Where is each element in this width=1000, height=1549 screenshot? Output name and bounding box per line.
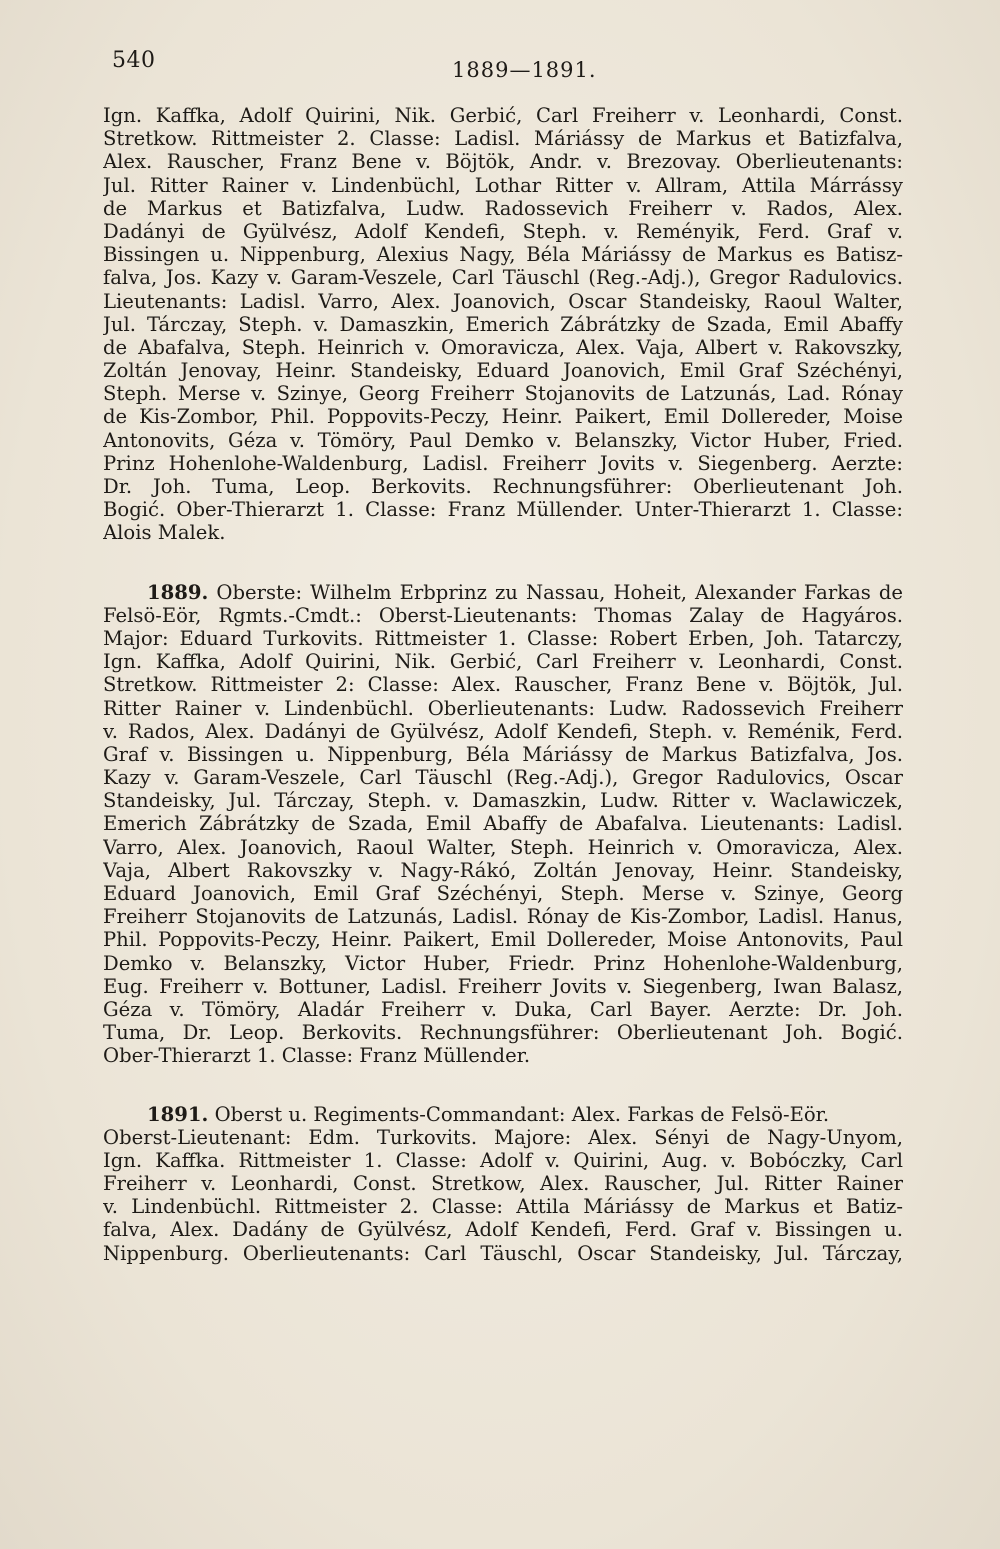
text-line: Major: Eduard Turkovits. Rittmeister 1. Classe: Robert Erben, Joh. Tatarczy, [103,626,903,650]
text-line: Freiherr v. Leonhardi, Const. Stretkow, Alex. Rauscher, Jul. Ritter Rainer [103,1172,903,1196]
text-line: Ritter Rainer v. Lindenbüchl. Oberlieutenants: Ludw. Radossevich Freiherr [103,696,903,720]
text-line: Stretkow. Rittmeister 2. Classe: Ladisl. Máriássy de Markus et Batizfalva, [103,127,903,151]
text-line: falva, Alex. Dadány de Gyülvész, Adolf Kendefi, Ferd. Graf v. Bissingen u. [103,1218,903,1242]
text-line [103,581,903,604]
text-line: Ign. Kaffka, Adolf Quirini, Nik. Gerbić, Carl Freiherr v. Leonhardi, Const. [103,650,903,674]
paragraph-1891 [103,1103,903,1265]
text-line: Nippenburg. Oberlieutenants: Carl Täuschl, Oscar Standeisky, Jul. Tárczay, [103,1241,903,1265]
text-line: Lieutenants: Ladisl. Varro, Alex. Joanovich, Oscar Standeisky, Raoul Walter, [103,289,903,313]
text-line: Bissingen u. Nippenburg, Alexius Nagy, Béla Máriássy de Markus es Batisz- [103,243,903,267]
year-heading: 1891. [147,1102,209,1126]
text-line: Dr. Joh. Tuma, Leop. Berkovits. Rechnungsführer: Oberlieutenant Joh. [103,475,903,498]
text-line: Bogić. Ober-Thierarzt 1. Classe: Franz Müllender. Unter-Thierarzt 1. Classe: [103,498,903,522]
text-line: Standeisky, Jul. Tárczay, Steph. v. Damaszkin, Ludw. Ritter v. Waclawiczek, [103,789,903,813]
text-line: de Abafalva, Steph. Heinrich v. Omoravicza, Alex. Vaja, Albert v. Rakovszky, [103,335,903,359]
text-line: Zoltán Jenovay, Heinr. Standeisky, Eduard Joanovich, Emil Graf Széchényi, [103,359,903,383]
text-line: Prinz Hohenlohe-Waldenburg, Ladisl. Freiherr Jovits v. Siegenberg. Aerzte: [103,451,903,475]
text-line: v. Rados, Alex. Dadányi de Gyülvész, Adolf Kendefi, Steph. v. Reménik, Ferd. [103,719,903,743]
text-line: v. Lindenbüchl. Rittmeister 2. Classe: Attila Máriássy de Markus et Batiz- [103,1195,903,1219]
text-line: de Markus et Batizfalva, Ludw. Radossevich Freiherr v. Rados, Alex. [103,196,903,220]
text-line [103,1103,903,1126]
text-line: Géza v. Tömöry, Aladár Freiherr v. Duka, Carl Bayer. Aerzte: Dr. Joh. [103,997,903,1021]
text-line: Tuma, Dr. Leop. Berkovits. Rechnungsführer: Oberlieutenant Joh. Bogić. [103,1021,903,1045]
text-line: Alex. Rauscher, Franz Bene v. Böjtök, Andr. v. Brezovay. Oberlieutenants: [103,150,903,174]
text-line: Varro, Alex. Joanovich, Raoul Walter, Steph. Heinrich v. Omoravicza, Alex. [103,835,903,859]
paragraph-roster-continued [103,104,903,545]
text-line: Alois Malek. [103,521,226,545]
running-head: 1889—1891. [452,58,597,82]
first-line-text: Oberst u. Regiments-Commandant: Alex. Farkas de Felsö-Eör. [214,1102,830,1126]
page-header [112,48,902,84]
text-line: Jul. Tárczay, Steph. v. Damaszkin, Emerich Zábrátzky de Szada, Emil Abaffy [103,312,903,336]
text-line: Dadányi de Gyülvész, Adolf Kendefi, Steph. v. Reményik, Ferd. Graf v. [103,219,903,243]
text-line: Stretkow. Rittmeister 2: Classe: Alex. Rauscher, Franz Bene v. Böjtök, Jul. [103,673,903,697]
page-number: 540 [112,48,156,73]
text-line: Eduard Joanovich, Emil Graf Széchényi, Steph. Merse v. Szinye, Georg [103,882,903,905]
text-line: Ign. Kaffka. Rittmeister 1. Classe: Adolf v. Quirini, Aug. v. Bobóczky, Carl [103,1148,903,1172]
first-line-text: Oberste: Wilhelm Erbprinz zu Nassau, Hoheit, Alexander Farkas de [216,580,903,604]
text-line: Freiherr Stojanovits de Latzunás, Ladisl. Rónay de Kis-Zombor, Ladisl. Hanus, [103,905,903,929]
text-line: Vaja, Albert Rakovszky v. Nagy-Rákó, Zoltán Jenovay, Heinr. Standeisky, [103,858,903,882]
text-line: Phil. Poppovits-Peczy, Heinr. Paikert, Emil Dollereder, Moise Antonovits, Paul [103,928,903,952]
text-line: Felsö-Eör, Rgmts.-Cmdt.: Oberst-Lieutenants: Thomas Zalay de Hagyáros. [103,603,903,627]
text-line: Kazy v. Garam-Veszele, Carl Täuschl (Reg.-Adj.), Gregor Radulovics, Oscar [103,766,903,790]
text-line: falva, Jos. Kazy v. Garam-Veszele, Carl Täuschl (Reg.-Adj.), Gregor Radulovics. [103,266,903,290]
year-heading: 1889. [147,580,209,604]
text-line: de Kis-Zombor, Phil. Poppovits-Peczy, Heinr. Paikert, Emil Dollereder, Moise [103,405,903,429]
body-text [103,104,903,1265]
text-line: Graf v. Bissingen u. Nippenburg, Béla Máriássy de Markus Batizfalva, Jos. [103,742,903,766]
text-line: Demko v. Belanszky, Victor Huber, Friedr. Prinz Hohenlohe-Waldenburg, [103,951,903,975]
text-line: Steph. Merse v. Szinye, Georg Freiherr Stojanovits de Latzunás, Lad. Rónay [103,382,903,406]
text-line: Emerich Zábrátzky de Szada, Emil Abaffy de Abafalva. Lieutenants: Ladisl. [103,812,903,836]
paragraph-1889 [103,581,903,1068]
text-line: Oberst-Lieutenant: Edm. Turkovits. Majore: Alex. Sényi de Nagy-Unyom, [103,1125,903,1149]
text-line: Antonovits, Géza v. Tömöry, Paul Demko v. Belanszky, Victor Huber, Fried. [103,428,903,452]
text-line: Jul. Ritter Rainer v. Lindenbüchl, Lothar Ritter v. Allram, Attila Márrássy [103,173,903,197]
text-line: Ign. Kaffka, Adolf Quirini, Nik. Gerbić, Carl Freiherr v. Leonhardi, Const. [103,104,903,127]
text-line: Ober-Thierarzt 1. Classe: Franz Müllender. [103,1044,531,1068]
text-line: Eug. Freiherr v. Bottuner, Ladisl. Freiherr Jovits v. Siegenberg, Iwan Balasz, [103,974,903,998]
